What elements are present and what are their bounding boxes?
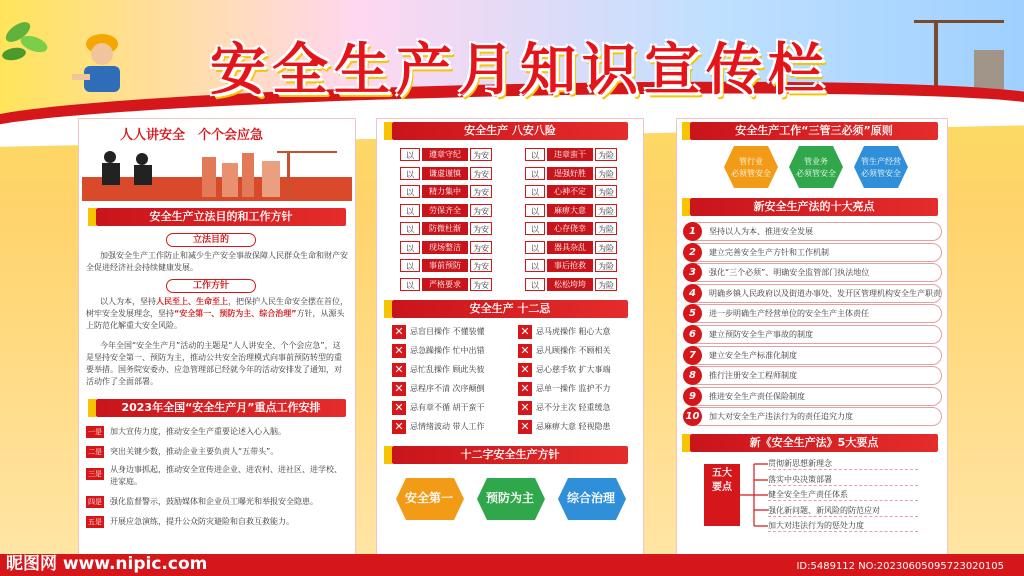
section-title-twelve-taboos: 安全生产 十二忌 — [392, 300, 628, 318]
eight-item-text: 心神不定 — [547, 185, 593, 198]
cross-icon: ✕ — [392, 344, 406, 358]
cross-icon: ✕ — [518, 325, 532, 339]
policy-text: 以人为本，坚持人民至上、生命至上，把保护人民生命安全摆在首位，树牢安全发展理念，坚持“安全第一、预防为主、综合治理”方针，从源头上防范化解重大安全风险。 — [86, 297, 348, 330]
bracket-connector-icon — [740, 460, 768, 530]
eight-item-prefix: 以 — [525, 259, 545, 272]
highlight-row — [684, 325, 942, 344]
eight-item-text: 事前预防 — [422, 259, 468, 272]
cross-icon: ✕ — [518, 363, 532, 377]
eight-item-row — [400, 167, 494, 180]
taboo-row — [518, 343, 638, 359]
eight-item-prefix: 以 — [525, 148, 545, 161]
eight-item-text: 遵章守纪 — [422, 148, 468, 161]
cross-icon: ✕ — [392, 420, 406, 434]
hexagon-prevention: 预防为主 — [485, 491, 534, 505]
taboo-row — [518, 381, 638, 397]
five-point-item: 加大对违法行为的惩处力度 — [768, 519, 918, 532]
eight-item-prefix: 以 — [400, 185, 420, 198]
taboo-text: 忌不分主次 轻重缓急 — [536, 403, 611, 412]
eight-item-text: 麻痹大意 — [547, 204, 593, 217]
taboo-text: 忌麻痹大意 轻视隐患 — [536, 422, 611, 431]
eight-item-text: 谦虚谨慎 — [422, 167, 468, 180]
eight-item-prefix: 以 — [525, 204, 545, 217]
cross-icon: ✕ — [392, 382, 406, 396]
highlight-row — [684, 407, 942, 426]
task-text: 开展应急演练，提升公众防灾避险和自救互救能力。 — [110, 517, 294, 526]
eight-item-row — [400, 185, 494, 198]
task-tag: 五是 — [88, 518, 102, 526]
taboo-row — [392, 362, 512, 378]
eight-item-row — [525, 259, 619, 272]
cross-icon: ✕ — [518, 420, 532, 434]
taboo-text: 忌马虎操作 粗心大意 — [536, 327, 611, 336]
eight-item-text: 违章蛮干 — [547, 148, 593, 161]
eight-item-prefix: 以 — [525, 278, 545, 291]
hexagon-safety-first: 安全第一 — [404, 491, 453, 505]
highlight-row — [684, 366, 942, 385]
eight-item-suffix: 为险 — [595, 185, 617, 198]
slogan: 人人讲安全 个个会应急 — [120, 128, 264, 143]
eight-item-suffix: 为安 — [470, 204, 492, 217]
highlight-number: 2 — [683, 243, 702, 262]
taboo-row — [518, 324, 638, 340]
eight-item-prefix: 以 — [525, 241, 545, 254]
worker-icon — [62, 24, 142, 94]
section-title-five-points: 新《安全生产法》5大要点 — [690, 434, 938, 452]
eight-item-prefix: 以 — [400, 259, 420, 272]
cross-icon: ✕ — [518, 401, 532, 415]
eight-item-row — [525, 167, 619, 180]
section-title-eight-safe: 安全生产 八安八险 — [392, 122, 628, 140]
section-title-purpose: 安全生产立法目的和工作方针 — [96, 208, 346, 226]
section-title-three-manage: 安全生产工作“三管三必须”原则 — [690, 122, 938, 140]
highlight-row — [684, 387, 942, 406]
taboo-text: 忌盲目操作 不懂装懂 — [410, 327, 485, 336]
task-text: 强化监督警示，鼓励媒体和企业员工曝光和举报安全隐患。 — [110, 497, 318, 506]
eight-item-text: 现场整洁 — [422, 241, 468, 254]
activity-paragraph: 今年全国“安全生产月”活动的主题是“人人讲安全、个个会应急”，这是坚持安全第一、预防为主，推动公共安全治理模式向事前预防转型的重要举措。国务院安委办、应急管理部已经就今年的活动安排发了通知，对活动作了全面部署。 — [86, 341, 342, 386]
eight-item-prefix: 以 — [400, 241, 420, 254]
manage-industry-hexagon: 管行业 必须管安全 — [731, 157, 771, 178]
taboo-text: 忌凡顾操作 不顾相关 — [536, 346, 611, 355]
eight-item-suffix: 为险 — [595, 204, 617, 217]
image-id: ID:5489112 NO:20230605095723020105 — [796, 561, 1004, 572]
highlight-row — [684, 304, 942, 323]
taboo-row — [392, 400, 512, 416]
five-point-item: 强化新问题、新风险的防范应对 — [768, 504, 918, 517]
five-point-item: 健全安全生产责任体系 — [768, 488, 918, 501]
eight-item-prefix: 以 — [400, 167, 420, 180]
taboo-text: 忌程序不清 次序颠倒 — [410, 384, 485, 393]
highlight-text: 明确乡镇人民政府以及街道办事处、发开区管理机构安全生产职责 — [709, 288, 941, 298]
poster-title: 安全生产月知识宣传栏 — [210, 38, 830, 103]
highlight-number: 6 — [683, 325, 702, 344]
eight-item-suffix: 为安 — [470, 259, 492, 272]
highlight-number: 3 — [683, 263, 702, 282]
highlight-row — [684, 243, 942, 262]
manage-business-hexagon: 管业务 必须管安全 — [796, 157, 836, 178]
taboo-row — [392, 343, 512, 359]
task-tag: 四是 — [88, 498, 102, 506]
section-title-twelve-character-policy: 十二字安全生产方针 — [392, 446, 628, 464]
eight-item-row — [525, 278, 619, 291]
eight-item-suffix: 为安 — [470, 241, 492, 254]
eight-item-row — [525, 204, 619, 217]
task-text: 从身边事抓起，推动安全宣传进企业、进农村、进社区、进学校、进家庭。 — [110, 465, 342, 486]
section-title-ten-highlights: 新安全生产法的十大亮点 — [690, 198, 938, 216]
subtitle-purpose: 立法目的 — [166, 233, 256, 247]
highlight-text: 推进安全生产责任保险制度 — [709, 391, 805, 401]
eight-item-row — [400, 241, 494, 254]
eight-item-suffix: 为险 — [595, 278, 617, 291]
task-tag: 二是 — [88, 448, 102, 456]
subtitle-policy: 工作方针 — [166, 279, 256, 293]
highlight-number: 5 — [683, 304, 702, 323]
cross-icon: ✕ — [392, 401, 406, 415]
five-point-item: 贯彻新思想新理念 — [768, 457, 918, 470]
eight-item-row — [400, 259, 494, 272]
eight-item-row — [525, 148, 619, 161]
eight-item-text: 防微杜渐 — [422, 222, 468, 235]
eight-item-row — [525, 185, 619, 198]
cross-icon: ✕ — [518, 344, 532, 358]
eight-item-row — [400, 278, 494, 291]
eight-item-prefix: 以 — [525, 222, 545, 235]
highlight-row — [684, 263, 942, 282]
task-tag: 三是 — [88, 470, 102, 478]
highlight-number: 9 — [683, 387, 702, 406]
highlight-text: 加大对安全生产违法行为的责任追究力度 — [709, 412, 853, 422]
eight-item-suffix: 为安 — [470, 167, 492, 180]
taboo-row — [392, 381, 512, 397]
eight-item-suffix: 为安 — [470, 148, 492, 161]
eight-item-prefix: 以 — [400, 148, 420, 161]
taboo-row — [518, 362, 638, 378]
task-text: 突出关键少数，推动企业主要负责人“五带头”。 — [110, 447, 279, 456]
cross-icon: ✕ — [392, 363, 406, 377]
eight-item-suffix: 为险 — [595, 259, 617, 272]
eight-item-prefix: 以 — [400, 222, 420, 235]
five-point-item: 落实中央决策部署 — [768, 473, 918, 486]
highlight-number: 8 — [683, 366, 702, 385]
eight-item-suffix: 为安 — [470, 185, 492, 198]
watermark: 昵图网 www.nipic.com — [6, 554, 208, 574]
highlight-number: 10 — [683, 407, 702, 426]
taboo-text: 忌单一操作 监护不力 — [536, 384, 611, 393]
eight-item-suffix: 为安 — [470, 278, 492, 291]
eight-item-row — [525, 222, 619, 235]
highlight-number: 4 — [683, 284, 702, 303]
section-title-tasks: 2023年全国“安全生产月”重点工作安排 — [96, 399, 346, 417]
taboo-text: 忌有章不循 胡干蛮干 — [410, 403, 485, 412]
taboo-row — [392, 324, 512, 340]
five-points-label: 五大要点 — [704, 464, 740, 526]
eight-item-suffix: 为险 — [595, 241, 617, 254]
eight-item-text: 逞强好胜 — [547, 167, 593, 180]
eight-item-suffix: 为安 — [470, 222, 492, 235]
leaf-decoration-icon — [0, 10, 60, 70]
eight-item-suffix: 为险 — [595, 167, 617, 180]
taboo-text: 忌心慈手软 扩大事端 — [536, 365, 611, 374]
taboo-text: 忌情绪波动 带人工作 — [410, 422, 485, 431]
highlight-text: 进一步明确生产经营单位的安全生产主体责任 — [709, 309, 869, 319]
taboo-row — [518, 400, 638, 416]
taboo-text: 忌急躁操作 忙中出错 — [410, 346, 485, 355]
eight-item-text: 精力集中 — [422, 185, 468, 198]
highlight-row — [684, 284, 942, 303]
eight-item-suffix: 为险 — [595, 222, 617, 235]
eight-item-text: 器具杂乱 — [547, 241, 593, 254]
highlight-text: 强化“三个必须”、明确安全监管部门执法地位 — [709, 268, 870, 278]
taboo-text: 忌忙乱操作 顾此失彼 — [410, 365, 485, 374]
cross-icon: ✕ — [392, 325, 406, 339]
highlight-text: 建立预防安全生产事故的制度 — [709, 330, 813, 339]
highlight-text: 推行注册安全工程师制度 — [709, 371, 797, 381]
highlight-number: 1 — [683, 222, 702, 241]
eight-item-text: 事后抢救 — [547, 259, 593, 272]
eight-item-prefix: 以 — [400, 278, 420, 291]
taboo-row — [518, 419, 638, 435]
hexagon-governance: 综合治理 — [566, 491, 615, 505]
eight-item-prefix: 以 — [400, 204, 420, 217]
highlight-text: 坚持以人为本、推进安全发展 — [709, 227, 813, 236]
highlight-number: 7 — [683, 346, 702, 365]
cross-icon: ✕ — [518, 382, 532, 396]
eight-item-row — [400, 222, 494, 235]
task-tag: 一是 — [88, 428, 102, 436]
eight-item-text: 心存侥幸 — [547, 222, 593, 235]
highlight-row — [684, 222, 942, 241]
highlight-row — [684, 346, 942, 365]
eight-item-prefix: 以 — [525, 167, 545, 180]
manage-production-hexagon: 管生产经营 必须管安全 — [861, 157, 901, 178]
eight-item-text: 松松垮垮 — [547, 278, 593, 291]
eight-item-row — [525, 241, 619, 254]
purpose-text: 加强安全生产工作防止和减少生产安全事故保障人民群众生命和财产安全促进经济社会持续健康发展。 — [86, 251, 348, 272]
highlight-text: 建立安全生产标准化制度 — [709, 350, 797, 360]
eight-item-row — [400, 148, 494, 161]
eight-item-text: 严格要求 — [422, 278, 468, 291]
highlight-text: 建立完善安全生产方针和工作机制 — [709, 247, 829, 257]
eight-item-row — [400, 204, 494, 217]
taboo-row — [392, 419, 512, 435]
eight-item-suffix: 为险 — [595, 148, 617, 161]
construction-scene-icon — [82, 143, 352, 201]
eight-item-text: 劳保齐全 — [422, 204, 468, 217]
eight-item-prefix: 以 — [525, 185, 545, 198]
task-text: 加大宣传力度，推动安全生产重要论述入心入脑。 — [110, 427, 286, 436]
